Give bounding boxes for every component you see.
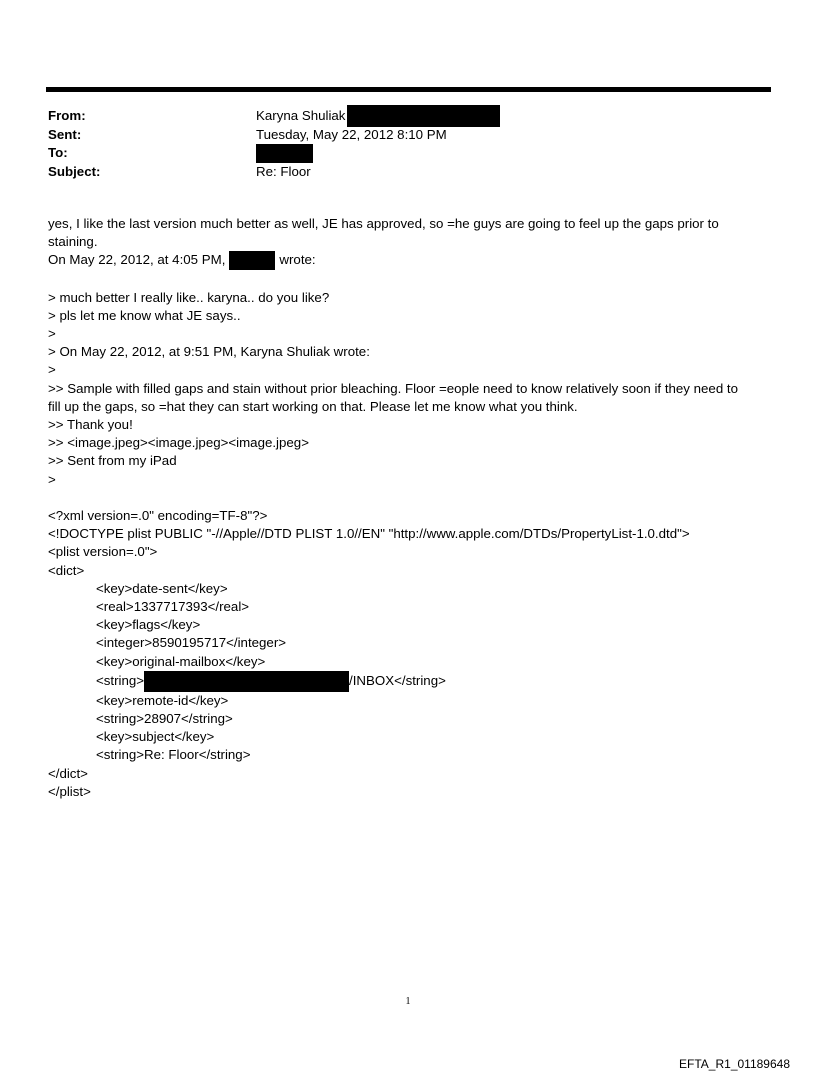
plist-line: <plist version=.0"> — [48, 544, 158, 560]
plist-text: /INBOX</string> — [349, 672, 446, 688]
plist-line: <string>Re: Floor</string> — [96, 747, 251, 763]
plist-line: <!DOCTYPE plist PUBLIC "-//Apple//DTD PLIST 1.0//EN" "http://www.apple.com/DTDs/PropertyList-1.0.dtd"> — [48, 526, 690, 542]
plist-line: <key>original-mailbox</key> — [96, 653, 266, 669]
quoted-line: > much better I really like.. karyna.. do you like? — [48, 289, 330, 305]
quoted-line: > pls let me know what JE says.. — [48, 307, 241, 323]
document-id: EFTA_R1_01189648 — [679, 1057, 790, 1071]
plist-text: <string> — [96, 672, 145, 688]
quote-intro-text: On May 22, 2012, at 4:05 PM, — [48, 252, 226, 268]
plist-line: <key>subject</key> — [96, 729, 215, 745]
plist-line: <key>remote-id</key> — [96, 692, 229, 708]
plist-line: </plist> — [48, 783, 91, 799]
quoted-line: >> Thank you! — [48, 417, 133, 433]
reply-line: yes, I like the last version much better as well, JE has approved, so =he guys are going to feel up the gaps prior to — [48, 216, 719, 231]
plist-line: </dict> — [48, 765, 88, 781]
sent-label: Sent: — [48, 126, 82, 142]
plist-line: <key>flags</key> — [96, 617, 201, 633]
plist-line — [48, 671, 778, 692]
quote-intro-text: wrote: — [279, 252, 316, 268]
redaction-box — [347, 105, 500, 127]
quoted-line: >> Sent from my iPad — [48, 453, 177, 469]
blank-line — [48, 489, 778, 507]
quoted-line: fill up the gaps, so =hat they can start working on that. Please let me know what you think. — [48, 398, 578, 414]
redaction-box — [256, 144, 313, 163]
quoted-line: >> <image.jpeg><image.jpeg><image.jpeg> — [48, 435, 309, 451]
reply-line: staining. — [48, 234, 98, 250]
plist-line: <?xml version=.0" encoding=TF-8"?> — [48, 508, 268, 524]
subject-row — [48, 163, 768, 182]
plist-line: <dict> — [48, 562, 85, 578]
email-header — [48, 107, 768, 181]
from-label: From: — [48, 108, 86, 123]
quoted-line: > — [48, 471, 56, 487]
page-number: 1 — [405, 996, 411, 1007]
quoted-line: > — [48, 326, 56, 341]
sent-value: Tuesday, May 22, 2012 8:10 PM — [256, 126, 447, 142]
to-row — [48, 144, 768, 163]
email-body — [48, 215, 778, 801]
plist-line: <integer>8590195717</integer> — [96, 635, 287, 651]
to-label: To: — [48, 145, 68, 160]
quote-intro — [48, 251, 778, 270]
from-value: Karyna Shuliak — [256, 108, 346, 123]
quoted-line: > On May 22, 2012, at 9:51 PM, Karyna Shuliak wrote: — [48, 344, 370, 360]
header-rule — [46, 87, 771, 92]
blank-line — [48, 270, 778, 288]
quoted-line: > — [48, 362, 56, 378]
redaction-box — [229, 251, 275, 270]
redaction-box — [144, 671, 349, 692]
sent-row — [48, 126, 768, 145]
plist-line: <real>1337717393</real> — [96, 599, 250, 615]
subject-value: Re: Floor — [256, 163, 311, 179]
plist-line: <string>28907</string> — [96, 711, 233, 727]
from-row — [48, 107, 768, 126]
plist-line: <key>date-sent</key> — [96, 580, 228, 596]
quoted-line: >> Sample with filled gaps and stain without prior bleaching. Floor =eople need to know relatively soon if they need to — [48, 380, 739, 396]
subject-label: Subject: — [48, 163, 101, 179]
